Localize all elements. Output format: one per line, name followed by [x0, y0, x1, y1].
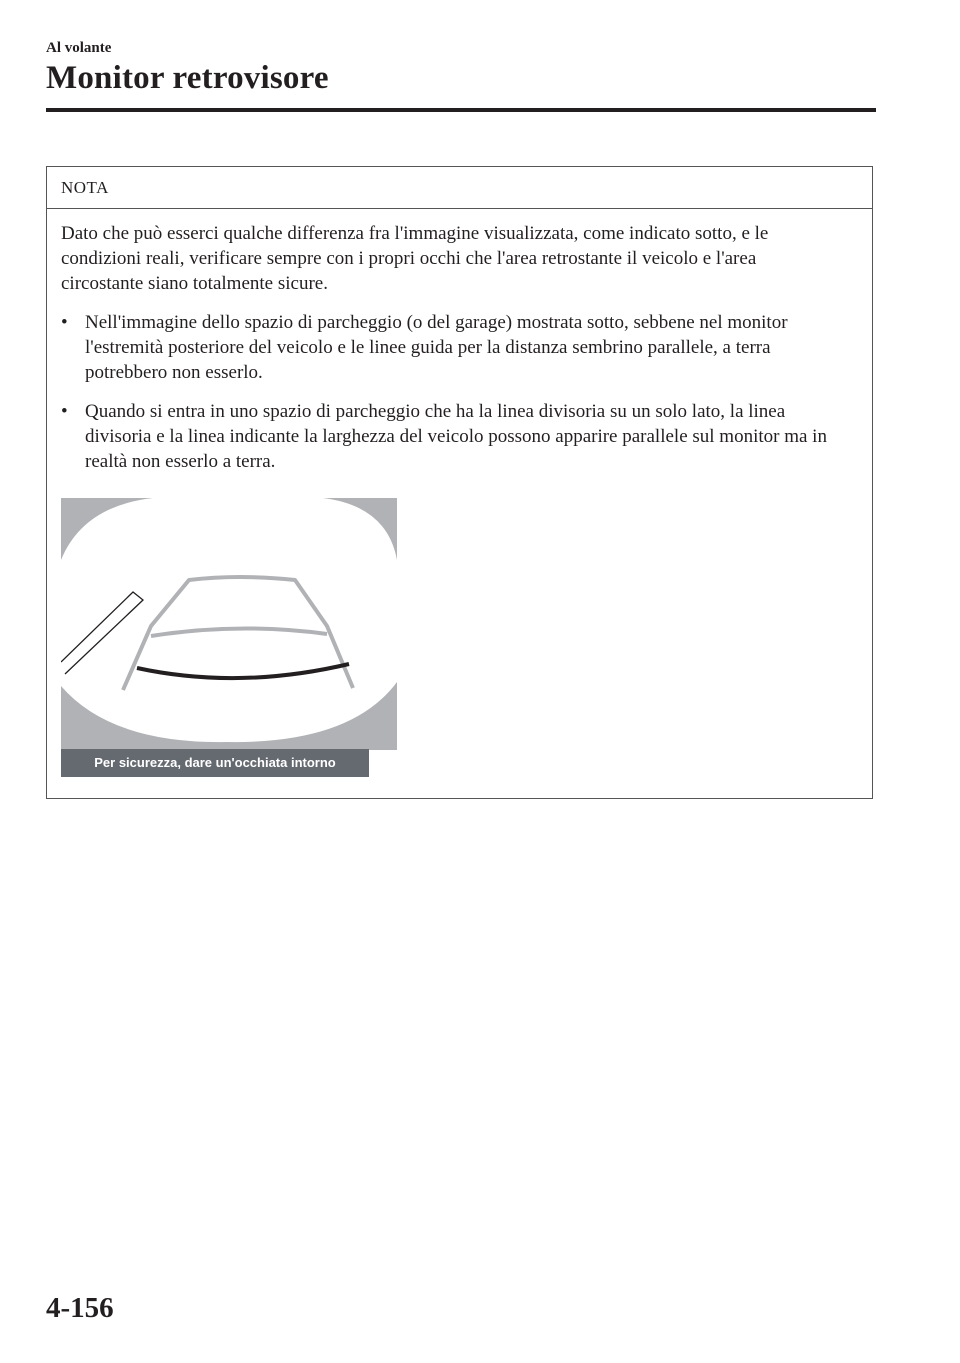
rear-view-camera-graphic — [61, 498, 397, 750]
bullet-icon: • — [61, 312, 68, 333]
list-item — [61, 399, 852, 474]
note-bullet-list — [61, 310, 852, 474]
title-rule — [46, 108, 876, 112]
monitor-frame — [61, 498, 397, 750]
rear-bumper-line — [137, 664, 349, 678]
parking-divider-line — [61, 592, 143, 674]
note-heading: NOTA — [47, 167, 872, 209]
page-number: 4-156 — [46, 1292, 114, 1324]
list-item — [61, 310, 852, 385]
note-box — [46, 166, 873, 799]
note-intro: Dato che può esserci qualche differenza fra l'immagine visualizzata, come indicato sotto, e le condizioni reali, verificare sempre con i propri occhi che l'area retrostante il veicolo e l'area circostante siano totalmente sicure. — [61, 223, 769, 294]
bullet-text: Quando si entra in uno spazio di parcheggio che ha la linea divisoria su un solo lato, la linea divisoria e la linea indicante la larghezza del veicolo possono apparire parallele sul monitor ma in realtà non esserlo a terra. — [85, 401, 827, 472]
bullet-text: Nell'immagine dello spazio di parcheggio (o del garage) mostrata sotto, sebbene nel monitor l'estremità posteriore del veicolo e le linee guida per la distanza sembrino parallele, a terra potrebbero non esserlo. — [85, 312, 788, 383]
section-label: Al volante — [46, 40, 112, 56]
rear-view-monitor-illustration — [61, 498, 397, 777]
distance-guide-line — [151, 628, 327, 636]
page-title: Monitor retrovisore — [46, 60, 329, 96]
monitor-caption: Per sicurezza, dare un'occhiata intorno — [61, 749, 369, 777]
bullet-icon: • — [61, 401, 68, 422]
